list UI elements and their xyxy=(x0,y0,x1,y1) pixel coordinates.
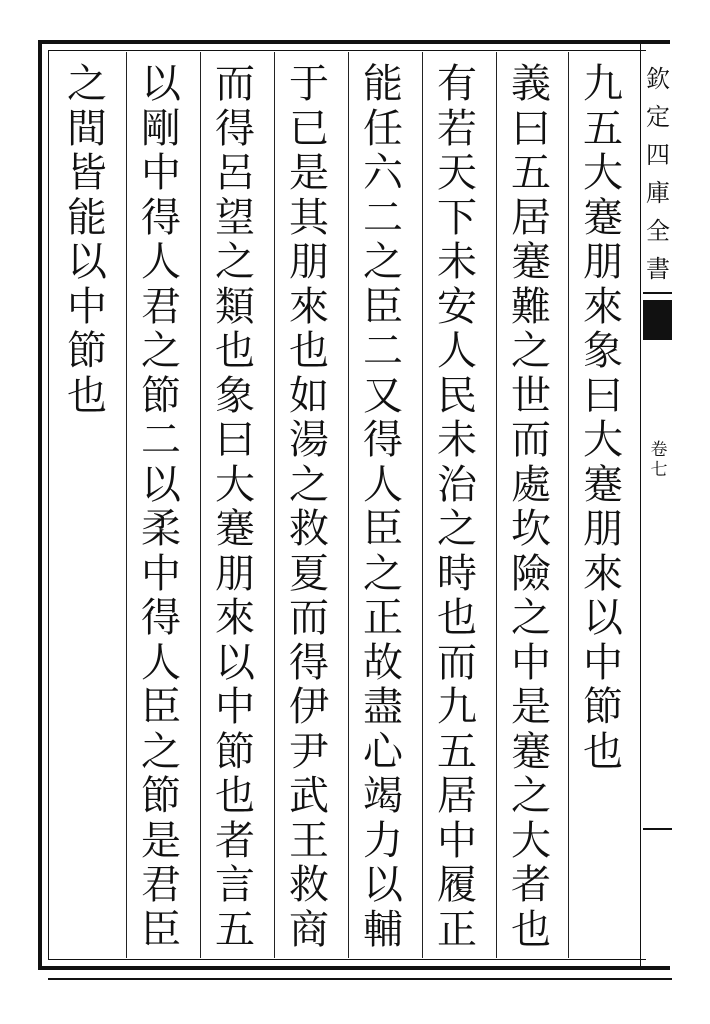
column-rule xyxy=(348,52,349,958)
text-char: 救 xyxy=(289,506,329,552)
column-rule xyxy=(496,52,497,958)
text-char: 中 xyxy=(141,550,181,597)
text-char: 其 xyxy=(289,194,329,241)
text-char: 中 xyxy=(67,283,107,330)
text-char: 言 xyxy=(215,862,255,908)
text-char: 天 xyxy=(437,150,477,196)
text-char: 也 xyxy=(215,328,255,374)
text-char: 以 xyxy=(363,862,403,908)
margin-title-char: 全 xyxy=(646,217,670,245)
text-char: 五 xyxy=(583,105,623,152)
margin-divider-rule xyxy=(643,292,672,294)
text-char: 心 xyxy=(363,728,403,775)
margin-title-char: 庫 xyxy=(646,179,670,207)
text-char: 又 xyxy=(363,372,403,419)
text-char: 來 xyxy=(583,550,623,597)
text-char: 盡 xyxy=(363,684,403,730)
text-char: 得 xyxy=(289,639,329,686)
text-char: 臣 xyxy=(363,283,403,330)
margin-title-char: 欽 xyxy=(646,65,670,93)
text-char: 得 xyxy=(363,417,403,463)
text-column xyxy=(56,62,118,962)
text-char: 大 xyxy=(215,461,255,508)
text-char: 人 xyxy=(437,328,477,374)
column-rule xyxy=(274,52,275,958)
column-rule xyxy=(126,52,127,958)
text-char: 人 xyxy=(141,239,181,285)
text-column xyxy=(278,62,340,962)
text-char: 臣 xyxy=(363,506,403,552)
text-char: 曰 xyxy=(583,372,623,419)
text-char: 處 xyxy=(511,461,551,508)
text-char: 時 xyxy=(437,550,477,597)
text-char: 六 xyxy=(363,150,403,196)
text-char: 任 xyxy=(363,105,403,152)
text-char: 來 xyxy=(215,595,255,641)
column-rule xyxy=(200,52,201,958)
text-char: 輔 xyxy=(363,906,403,953)
text-char: 如 xyxy=(289,372,329,419)
text-char: 是 xyxy=(141,817,181,864)
margin-lower-rule xyxy=(643,828,672,830)
text-char: 坎 xyxy=(511,506,551,552)
text-char: 有 xyxy=(437,61,477,107)
text-char: 來 xyxy=(583,283,623,330)
text-column xyxy=(130,62,192,962)
text-char: 而 xyxy=(289,595,329,641)
text-char: 也 xyxy=(437,595,477,641)
text-char: 蹇 xyxy=(583,194,623,241)
text-char: 曰 xyxy=(215,417,255,463)
text-char: 五 xyxy=(511,150,551,196)
margin-volume-label xyxy=(646,440,672,480)
text-column xyxy=(352,62,414,962)
text-char: 九 xyxy=(437,684,477,730)
text-char: 是 xyxy=(289,150,329,196)
text-char: 望 xyxy=(215,194,255,241)
text-char: 蹇 xyxy=(215,506,255,552)
text-char: 尹 xyxy=(289,728,329,775)
text-char: 剛 xyxy=(141,105,181,152)
text-char: 皆 xyxy=(67,150,107,196)
text-char: 伊 xyxy=(289,684,329,730)
text-char: 之 xyxy=(363,239,403,285)
text-char: 義 xyxy=(511,61,551,107)
fishtail-mark xyxy=(643,300,672,340)
margin-title-char: 定 xyxy=(646,103,670,131)
text-char: 也 xyxy=(67,372,107,419)
text-char: 節 xyxy=(141,372,181,419)
text-char: 中 xyxy=(437,817,477,864)
text-char: 之 xyxy=(511,773,551,819)
text-char: 未 xyxy=(437,239,477,285)
text-char: 而 xyxy=(511,417,551,463)
text-char: 二 xyxy=(141,417,181,463)
text-char: 君 xyxy=(141,862,181,908)
text-char: 朋 xyxy=(583,239,623,285)
text-char: 已 xyxy=(289,105,329,152)
text-char: 安 xyxy=(437,283,477,330)
text-char: 也 xyxy=(511,906,551,953)
text-char: 以 xyxy=(141,461,181,508)
text-char: 也 xyxy=(583,728,623,775)
text-char: 臣 xyxy=(141,906,181,953)
text-char: 間 xyxy=(67,105,107,152)
text-char: 五 xyxy=(437,728,477,775)
text-char: 蹇 xyxy=(511,728,551,775)
text-char: 柔 xyxy=(141,506,181,552)
text-char: 以 xyxy=(583,595,623,641)
text-char: 之 xyxy=(437,506,477,552)
text-char: 竭 xyxy=(363,773,403,819)
text-char: 五 xyxy=(215,906,255,953)
text-char: 以 xyxy=(141,61,181,107)
text-char: 王 xyxy=(289,817,329,864)
text-char: 者 xyxy=(511,862,551,908)
margin-volume-char: 七 xyxy=(650,460,668,480)
column-rule xyxy=(422,52,423,958)
text-char: 也 xyxy=(215,773,255,819)
text-char: 正 xyxy=(437,906,477,953)
text-char: 而 xyxy=(437,639,477,686)
text-char: 二 xyxy=(363,328,403,374)
text-char: 之 xyxy=(67,61,107,107)
text-char: 夏 xyxy=(289,550,329,597)
text-char: 類 xyxy=(215,283,255,330)
text-char: 九 xyxy=(583,61,623,107)
text-char: 力 xyxy=(363,817,403,864)
text-char: 之 xyxy=(141,328,181,374)
text-char: 而 xyxy=(215,61,255,107)
text-char: 湯 xyxy=(289,417,329,463)
text-char: 中 xyxy=(215,684,255,730)
text-char: 未 xyxy=(437,417,477,463)
text-char: 之 xyxy=(363,550,403,597)
text-char: 若 xyxy=(437,105,477,152)
text-char: 故 xyxy=(363,639,403,686)
text-char: 險 xyxy=(511,550,551,597)
text-char: 以 xyxy=(215,639,255,686)
text-char: 得 xyxy=(141,194,181,241)
text-char: 居 xyxy=(437,773,477,819)
text-char: 節 xyxy=(215,728,255,775)
text-char: 得 xyxy=(141,595,181,641)
text-char: 武 xyxy=(289,773,329,819)
text-char: 治 xyxy=(437,461,477,508)
text-char: 來 xyxy=(289,283,329,330)
margin-title-char: 四 xyxy=(646,141,670,169)
text-char: 居 xyxy=(511,194,551,241)
text-char: 朋 xyxy=(215,550,255,597)
text-char: 蹇 xyxy=(583,461,623,508)
text-char: 之 xyxy=(289,461,329,508)
text-char: 以 xyxy=(67,239,107,285)
text-char: 之 xyxy=(511,595,551,641)
text-char: 中 xyxy=(141,150,181,196)
text-column xyxy=(426,62,488,962)
text-char: 之 xyxy=(141,728,181,775)
text-char: 曰 xyxy=(511,105,551,152)
text-char: 朋 xyxy=(289,239,329,285)
text-char: 大 xyxy=(583,150,623,196)
text-char: 象 xyxy=(215,372,255,419)
text-char: 節 xyxy=(583,684,623,730)
text-char: 難 xyxy=(511,283,551,330)
column-rule xyxy=(568,52,569,958)
text-char: 世 xyxy=(511,372,551,419)
text-char: 中 xyxy=(583,639,623,686)
text-char: 節 xyxy=(67,328,107,374)
text-char: 人 xyxy=(363,461,403,508)
text-char: 下 xyxy=(437,194,477,241)
text-char: 能 xyxy=(363,61,403,107)
text-char: 二 xyxy=(363,194,403,241)
text-char: 之 xyxy=(511,328,551,374)
text-char: 商 xyxy=(289,906,329,953)
text-column xyxy=(500,62,562,962)
text-char: 能 xyxy=(67,194,107,241)
text-char: 者 xyxy=(215,817,255,864)
text-char: 朋 xyxy=(583,506,623,552)
text-char: 君 xyxy=(141,283,181,330)
text-char: 于 xyxy=(289,61,329,107)
text-char: 中 xyxy=(511,639,551,686)
text-char: 大 xyxy=(511,817,551,864)
text-char: 臣 xyxy=(141,684,181,730)
margin-book-title xyxy=(644,60,672,288)
text-char: 象 xyxy=(583,328,623,374)
text-char: 救 xyxy=(289,862,329,908)
text-char: 之 xyxy=(215,239,255,285)
text-char: 得 xyxy=(215,105,255,152)
text-char: 也 xyxy=(289,328,329,374)
text-char: 是 xyxy=(511,684,551,730)
text-char: 正 xyxy=(363,595,403,641)
page-bottom-rule xyxy=(48,978,672,980)
text-column xyxy=(572,62,634,962)
text-char: 履 xyxy=(437,862,477,908)
margin-title-char: 書 xyxy=(646,255,670,283)
text-char: 蹇 xyxy=(511,239,551,285)
margin-volume-char: 卷 xyxy=(650,440,668,460)
text-char: 節 xyxy=(141,773,181,819)
text-char: 大 xyxy=(583,417,623,463)
text-char: 民 xyxy=(437,372,477,419)
text-column xyxy=(204,62,266,962)
text-char: 呂 xyxy=(215,150,255,196)
text-char: 人 xyxy=(141,639,181,686)
